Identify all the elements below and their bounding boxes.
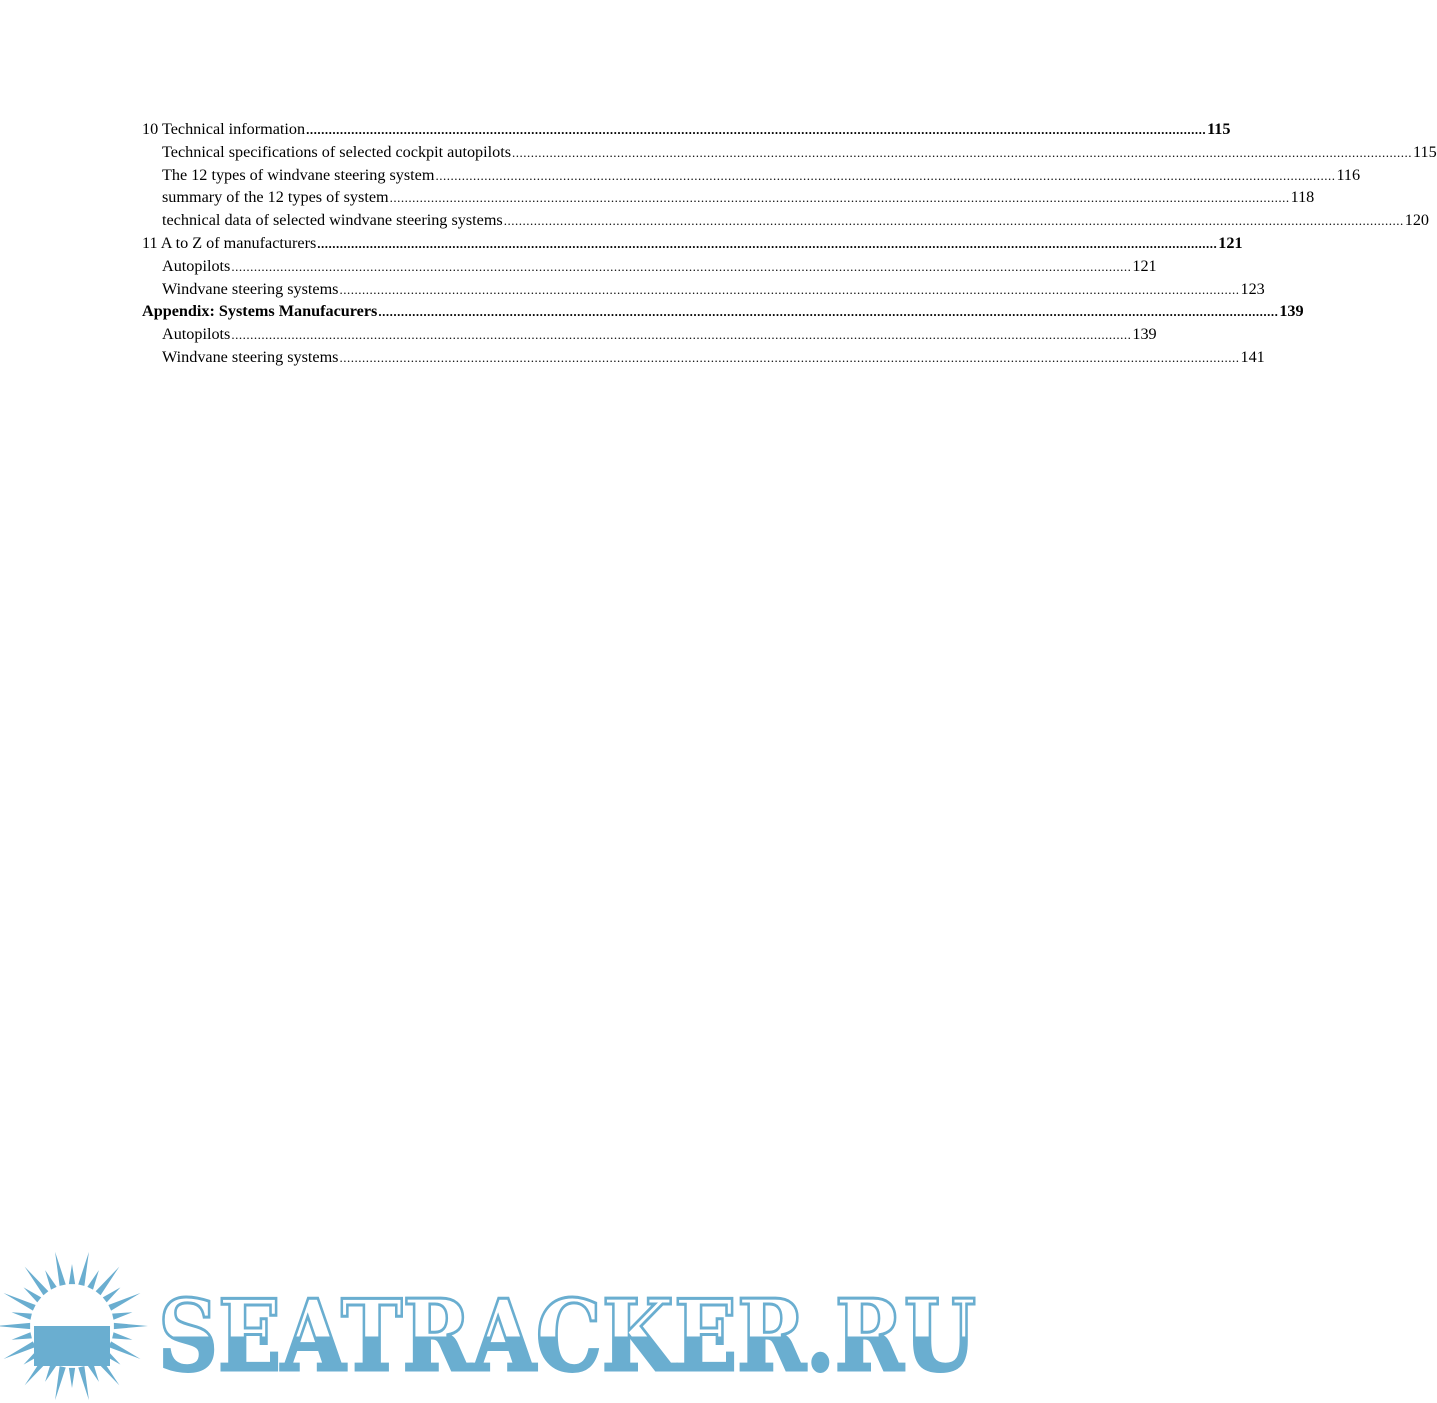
sun-ray	[69, 1368, 75, 1388]
toc-entry[interactable]	[142, 278, 1265, 301]
toc-dot-leader	[512, 142, 1412, 165]
sun-ray	[12, 1312, 32, 1320]
toc-dot-leader	[231, 256, 1131, 279]
toc-entry-page: 120	[1404, 211, 1429, 230]
toc-entry-title: 10 Technical information	[142, 120, 306, 138]
toc-entry-title: Appendix: Systems Manufacurers	[142, 302, 378, 321]
toc-entry-page: 116	[1336, 165, 1361, 184]
toc-entry-title: summary of the 12 types of system	[162, 188, 389, 207]
toc-entry[interactable]	[142, 232, 1243, 255]
sun-ray	[112, 1312, 132, 1320]
watermark-text: SEATRACKER.RU	[158, 1279, 976, 1394]
toc-entry-title: Technical specifications of selected cockpit autopilots	[162, 142, 512, 161]
toc-entry[interactable]	[142, 186, 1315, 209]
toc-dot-leader	[339, 347, 1239, 370]
toc-entry-title: Autopilots	[162, 256, 231, 275]
table-of-contents	[142, 118, 1437, 369]
toc-entry-page: 115	[1413, 142, 1437, 161]
sun-ray	[4, 1293, 36, 1311]
sun-ray	[78, 1252, 89, 1286]
toc-entry-page: 141	[1240, 347, 1265, 366]
sun-ray	[24, 1287, 42, 1302]
toc-entry-page: 123	[1240, 279, 1265, 298]
toc-entry[interactable]	[142, 118, 1231, 141]
sun-ray	[55, 1366, 66, 1400]
toc-entry-title: The 12 types of windvane steering system	[162, 165, 435, 184]
toc-dot-leader	[435, 165, 1335, 188]
sun-ray	[12, 1332, 32, 1340]
sun-ray	[114, 1323, 148, 1329]
toc-entry[interactable]	[142, 255, 1157, 278]
toc-entry[interactable]	[142, 323, 1157, 346]
watermark-logo	[0, 1250, 991, 1400]
toc-entry-page: 139	[1279, 302, 1304, 321]
sun-ray	[55, 1252, 66, 1286]
sun-ray	[45, 1270, 57, 1289]
watermark-svg	[0, 1250, 991, 1400]
sun-ray	[69, 1264, 75, 1284]
sun-icon	[0, 1252, 148, 1400]
toc-dot-leader	[504, 210, 1404, 233]
toc-entry-title: Autopilots	[162, 325, 231, 344]
sun-ray	[4, 1341, 36, 1359]
toc-entry[interactable]	[142, 346, 1265, 369]
toc-entry-page: 139	[1132, 325, 1157, 344]
toc-entry-page: 118	[1290, 188, 1315, 207]
toc-dot-leader	[306, 119, 1206, 142]
toc-entry-title: Windvane steering systems	[162, 347, 339, 366]
toc-entry-page: 121	[1132, 256, 1157, 275]
toc-entry[interactable]	[142, 164, 1361, 187]
sun-ray	[108, 1293, 140, 1311]
sun-ray	[78, 1366, 89, 1400]
toc-entry-page: 121	[1218, 233, 1243, 252]
sun-ray	[103, 1287, 121, 1302]
toc-dot-leader	[231, 324, 1131, 347]
toc-entry[interactable]	[142, 209, 1429, 232]
toc-entry[interactable]	[142, 300, 1304, 323]
toc-entry[interactable]	[142, 141, 1437, 164]
toc-dot-leader	[378, 301, 1278, 324]
toc-entry-title: technical data of selected windvane steering systems	[162, 211, 503, 230]
toc-dot-leader	[317, 233, 1217, 256]
toc-dot-leader	[339, 279, 1239, 302]
toc-entry-page: 115	[1207, 120, 1231, 138]
sun-ray	[87, 1270, 99, 1289]
toc-entry-title: Windvane steering systems	[162, 279, 339, 298]
sun-ray	[112, 1332, 132, 1340]
toc-entry-title: 11 A to Z of manufacturers	[142, 233, 317, 252]
toc-dot-leader	[390, 187, 1290, 210]
sun-ray	[0, 1323, 30, 1329]
sun-ray	[108, 1341, 140, 1359]
